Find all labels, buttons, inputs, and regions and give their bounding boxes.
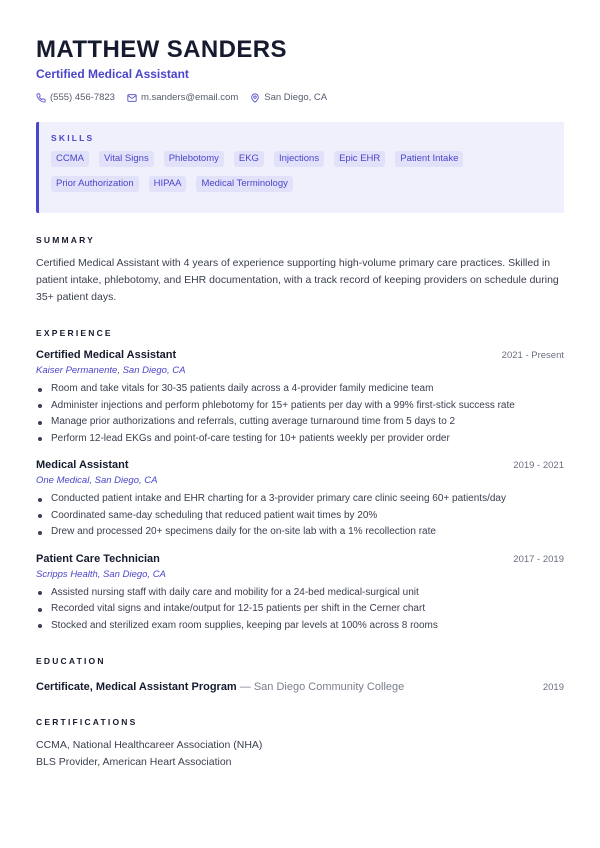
bullet-item: Perform 12-lead EKGs and point-of-care testing for 10+ patients weekly per provider order <box>36 431 564 448</box>
certification-item: BLS Provider, American Heart Association <box>36 756 232 768</box>
experience-heading: EXPERIENCE <box>36 328 113 338</box>
job-bullets <box>36 491 564 541</box>
education-heading: EDUCATION <box>36 656 106 666</box>
job-company: Scripps Health, San Diego, CA <box>36 568 166 580</box>
contact-email <box>127 92 238 104</box>
location-text: San Diego, CA <box>264 92 328 103</box>
certification-item: CCMA, National Healthcareer Association (NHA) <box>36 739 263 751</box>
job-bullets <box>36 585 564 635</box>
education-degree: Certificate, Medical Assistant Program <box>36 681 237 693</box>
summary-section <box>36 235 564 306</box>
education-entry <box>36 677 564 695</box>
phone-icon <box>36 93 46 103</box>
job-entry <box>36 458 564 541</box>
map-pin-icon <box>250 93 260 103</box>
education-school: — San Diego Community College <box>236 681 405 693</box>
bullet-item: Stocked and sterilized exam room supplies, keeping par levels at 100% across 8 rooms <box>36 618 564 635</box>
skills-section <box>36 122 564 213</box>
skills-heading: SKILLS <box>51 133 95 143</box>
skill-chip: HIPAA <box>149 176 187 192</box>
skill-chip: Injections <box>274 151 324 167</box>
certifications-list <box>36 737 564 771</box>
job-company: One Medical, San Diego, CA <box>36 475 158 486</box>
skill-chip: Phlebotomy <box>164 151 224 167</box>
skills-list <box>51 151 550 201</box>
candidate-title: Certified Medical Assistant <box>36 67 189 81</box>
bullet-item: Administer injections and perform phlebotomy for 15+ patients per day with a 99% first-stick success rate <box>36 398 564 415</box>
contact-phone <box>36 92 115 104</box>
job-title: Certified Medical Assistant <box>36 349 177 361</box>
skill-chip: Medical Terminology <box>196 176 292 192</box>
summary-heading: SUMMARY <box>36 235 95 245</box>
education-year: 2019 <box>542 682 564 693</box>
summary-text: Certified Medical Assistant with 4 years of experience supporting high-volume primary care practices. Skilled in patient intake, phlebotomy, and EHR documentation, with a track record of keeping providers on schedule during 35+ patient days. <box>36 257 559 303</box>
job-title: Patient Care Technician <box>36 552 160 565</box>
resume-page <box>36 36 564 771</box>
contact-row <box>36 92 564 104</box>
skill-chip: Epic EHR <box>334 151 385 167</box>
skill-chip: EKG <box>234 151 264 167</box>
education-section <box>36 656 564 695</box>
contact-location <box>250 92 327 104</box>
job-entry <box>36 348 564 447</box>
experience-section <box>36 328 564 634</box>
skill-chip: Prior Authorization <box>51 176 139 192</box>
bullet-item: Coordinated same-day scheduling that reduced patient wait times by 20% <box>36 508 564 525</box>
job-entry <box>36 552 564 635</box>
bullet-item: Drew and processed 20+ specimens daily for the on-site lab with a 1% recollection rate <box>36 524 564 541</box>
email-text: m.sanders@email.com <box>140 92 239 103</box>
bullet-item: Manage prior authorizations and referrals, cutting average turnaround time from 5 days to 2 <box>36 414 564 431</box>
bullet-item: Recorded vital signs and intake/output for 12-15 patients per shift in the Cerner chart <box>36 601 564 618</box>
job-company: Kaiser Permanente, San Diego, CA <box>36 365 186 376</box>
skill-chip: CCMA <box>51 151 89 167</box>
job-title: Medical Assistant <box>36 459 129 471</box>
job-dates: 2017 - 2019 <box>513 553 564 565</box>
bullet-item: Conducted patient intake and EHR charting for a 3-provider primary care clinic seeing 60+ patients/day <box>36 491 564 508</box>
certifications-section <box>36 717 564 771</box>
phone-text: (555) 456-7823 <box>50 92 115 103</box>
job-dates: 2019 - 2021 <box>513 460 564 471</box>
skill-chip: Vital Signs <box>99 151 154 167</box>
job-bullets <box>36 381 564 447</box>
certifications-heading: CERTIFICATIONS <box>36 717 138 727</box>
job-dates: 2021 - Present <box>501 350 564 361</box>
bullet-item: Assisted nursing staff with daily care and mobility for a 24-bed medical-surgical unit <box>36 585 564 602</box>
bullet-item: Room and take vitals for 30-35 patients daily across a 4-provider family medicine team <box>36 381 564 398</box>
skill-chip: Patient Intake <box>395 151 463 167</box>
candidate-name: MATTHEW SANDERS <box>36 36 287 63</box>
mail-icon <box>127 93 137 103</box>
